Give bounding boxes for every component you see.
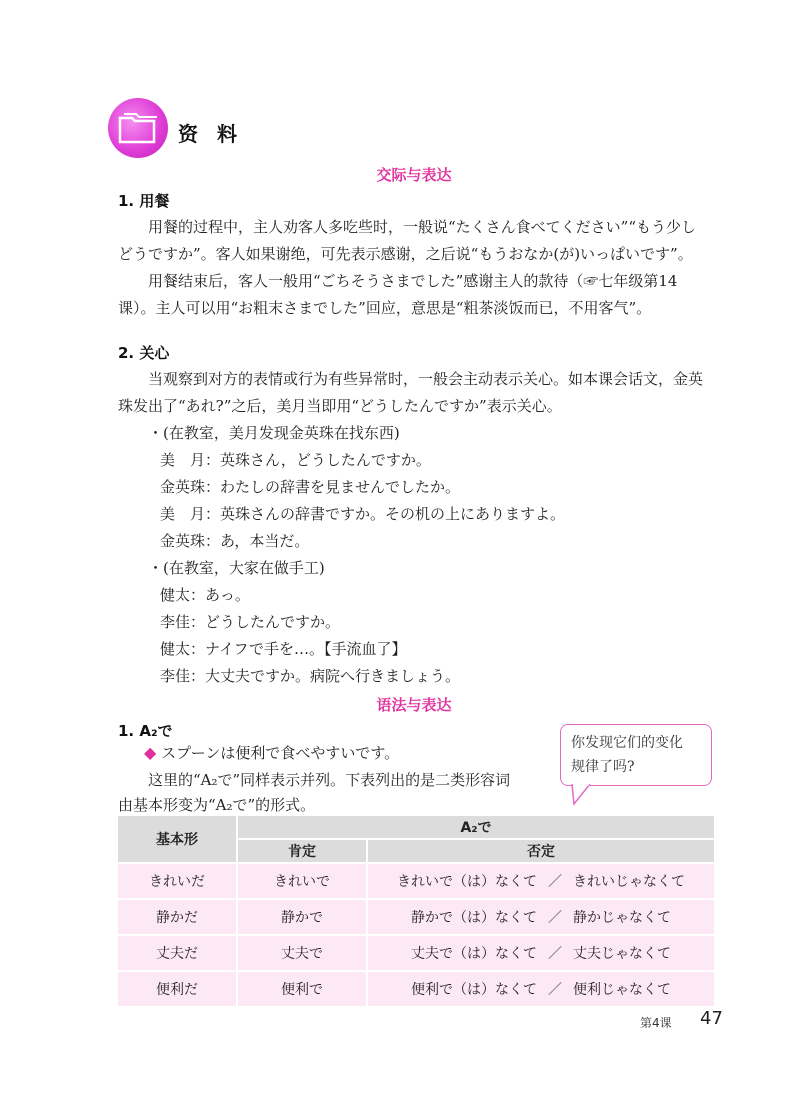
page-number: 47 bbox=[700, 1008, 723, 1029]
dialogue-line: 美 月：英珠さんの辞書ですか。その机の上にありますよ。 bbox=[160, 505, 566, 523]
paragraph-line: 用餐的过程中，主人劝客人多吃些时，一般说“たくさん食べてください”“もう少し bbox=[148, 218, 697, 236]
paragraph-line: 用餐结束后，客人一般用“ごちそうさまでした”感谢主人的款待（☞七年级第14 bbox=[148, 272, 678, 290]
table-header-negative: 否定 bbox=[367, 839, 715, 863]
cell-positive: 静かで bbox=[237, 899, 367, 935]
cell-negative: 静かで（は）なくて ／ 静かじゃなくて bbox=[367, 899, 715, 935]
cell-positive: 丈夫で bbox=[237, 935, 367, 971]
paragraph-line: 当观察到对方的表情或行为有些异常时，一般会主动表示关心。如本课会话文，金英 bbox=[148, 370, 704, 388]
cell-negative: きれいで（は）なくて ／ きれいじゃなくて bbox=[367, 863, 715, 899]
cell-positive: きれいで bbox=[237, 863, 367, 899]
folder-icon bbox=[108, 98, 168, 158]
section-title-communication: 交际与表达 bbox=[376, 166, 452, 184]
cell-positive: 便利で bbox=[237, 971, 367, 1007]
speech-bubble: 你发现它们的变化 规律了吗? bbox=[560, 724, 712, 786]
item-heading-concern: 2. 关心 bbox=[118, 344, 170, 362]
paragraph-line: 由基本形变为“A₂で”的形式。 bbox=[118, 796, 316, 814]
dialogue-line: 健太：ナイフで手を…。【手流血了】 bbox=[160, 640, 407, 658]
table-row bbox=[117, 863, 715, 899]
cell-negative: 丈夫で（は）なくて ／ 丈夫じゃなくて bbox=[367, 935, 715, 971]
paragraph-line: 这里的“A₂で”同样表示并列。下表列出的是二类形容词 bbox=[148, 771, 511, 789]
item-heading-a2de: 1. A₂で bbox=[118, 722, 173, 740]
table-header-positive: 肯定 bbox=[237, 839, 367, 863]
scene-description: ・(在教室，美月发现金英珠在找东西) bbox=[148, 424, 400, 442]
table-row bbox=[117, 935, 715, 971]
lesson-label: 第4课 bbox=[640, 1016, 672, 1030]
example-sentence: ◆ スプーンは便利で食べやすいです。 bbox=[144, 743, 400, 762]
paragraph-line: どうですか”。客人如果谢绝，可先表示感谢，之后说“もうおなか(が)いっぱいです”。 bbox=[118, 245, 693, 263]
dialogue-line: 李佳：どうしたんですか。 bbox=[160, 613, 341, 631]
table-row bbox=[117, 971, 715, 1007]
dialogue-line: 李佳：大丈夫ですか。病院へ行きましょう。 bbox=[160, 667, 461, 685]
cell-base: きれいだ bbox=[117, 863, 237, 899]
conjugation-table bbox=[116, 814, 716, 1008]
paragraph-line: 课）。主人可以用“お粗末さまでした”回应，意思是“粗茶淡饭而已，不用客气”。 bbox=[118, 299, 652, 317]
table-header-base: 基本形 bbox=[117, 815, 237, 863]
bullet-icon: ◆ bbox=[144, 743, 157, 762]
table-row bbox=[117, 899, 715, 935]
dialogue-line: 金英珠：わたしの辞書を見ませんでしたか。 bbox=[160, 478, 461, 496]
dialogue-line: 美 月：英珠さん，どうしたんですか。 bbox=[160, 451, 431, 469]
page-title: 资 料 bbox=[178, 122, 243, 146]
dialogue-line: 金英珠：あ，本当だ。 bbox=[160, 532, 310, 550]
paragraph-line: 珠发出了“あれ?”之后，美月当即用“どうしたんですか”表示关心。 bbox=[118, 397, 562, 415]
item-heading-meal: 1. 用餐 bbox=[118, 192, 170, 210]
table-header-group: A₂で bbox=[237, 815, 715, 839]
scene-description: ・(在教室，大家在做手工) bbox=[148, 559, 325, 577]
cell-base: 静かだ bbox=[117, 899, 237, 935]
cell-negative: 便利で（は）なくて ／ 便利じゃなくて bbox=[367, 971, 715, 1007]
cell-base: 便利だ bbox=[117, 971, 237, 1007]
section-title-grammar: 语法与表达 bbox=[376, 696, 452, 714]
cell-base: 丈夫だ bbox=[117, 935, 237, 971]
speech-bubble-tail bbox=[570, 784, 594, 806]
dialogue-line: 健太：あっ。 bbox=[160, 586, 250, 604]
